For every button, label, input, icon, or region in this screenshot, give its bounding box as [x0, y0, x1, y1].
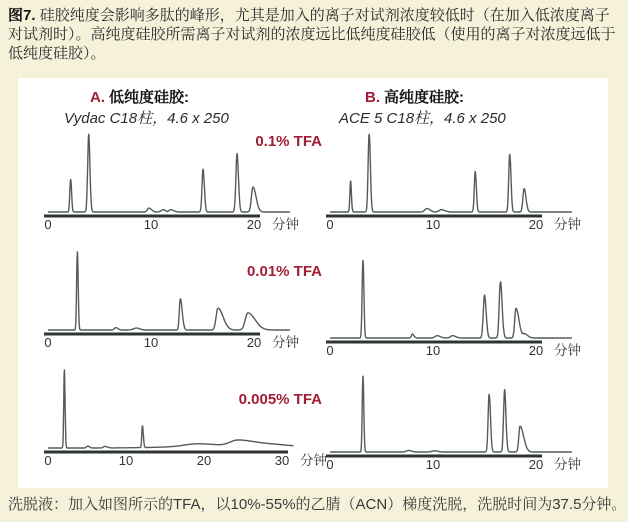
chromatogram-a-0.01-tfa	[38, 246, 330, 350]
chromatogram-trace	[48, 134, 290, 212]
axis-unit-label: 分钟	[554, 217, 581, 232]
axis-tick-label: 20	[246, 217, 262, 232]
chromatogram-b-0.1-tfa-plot	[320, 128, 612, 232]
chromatogram-a-0.005-tfa-plot	[38, 364, 330, 468]
axis-tick-label: 20	[528, 457, 544, 472]
axis-tick-label: 0	[326, 457, 334, 472]
axis-tick-label: 10	[143, 335, 159, 350]
chromatogram-trace	[330, 376, 572, 452]
chromatogram-trace	[330, 261, 572, 339]
column-a-title	[90, 86, 189, 107]
chromatogram-trace	[48, 370, 294, 448]
chromatogram-a-0.1-tfa	[38, 128, 330, 232]
axis-tick-label: 10	[143, 217, 159, 232]
figure-panel	[18, 78, 608, 488]
chromatogram-a-0.01-tfa-plot	[38, 246, 330, 350]
chromatogram-a-0.005-tfa	[38, 364, 330, 468]
axis-tick-label: 10	[425, 217, 441, 232]
axis-tick-label: 10	[425, 343, 441, 358]
axis-tick-label: 20	[246, 335, 262, 350]
axis-tick-label: 0	[326, 217, 334, 232]
axis-tick-label: 0	[44, 453, 52, 468]
figure-caption-text: 硅胶纯度会影响多肽的峰形，尤其是加入的离子对试剂浓度较低时（在加入低浓度离子对试剂时）。高纯度硅胶所需离子对试剂的浓度远比低纯度硅胶低（使用的离子对浓度远低于低纯度硅胶）。	[8, 7, 616, 62]
column-b-title-text: 高纯度硅胶:	[384, 89, 464, 106]
column-b-title	[365, 86, 464, 107]
figure-caption	[8, 6, 622, 63]
chromatogram-b-0.01-tfa	[320, 254, 612, 358]
column-a-title-text: 低纯度硅胶:	[109, 89, 189, 106]
axis-tick-label: 20	[196, 453, 212, 468]
column-b-subtitle: ACE 5 C18柱，4.6 x 250	[339, 110, 506, 127]
chromatogram-b-0.1-tfa	[320, 128, 612, 232]
column-b-letter: B.	[365, 89, 380, 106]
axis-tick-label: 0	[44, 335, 52, 350]
axis-tick-label: 0	[44, 217, 52, 232]
column-a-letter: A.	[90, 89, 105, 106]
column-a-subtitle: Vydac C18柱，4.6 x 250	[64, 110, 229, 127]
eluent-note: 洗脱液：加入如图所示的TFA，以10%-55%的乙腈（ACN）梯度洗脱，洗脱时间为37.5分钟。	[8, 496, 627, 513]
chromatogram-trace	[48, 252, 290, 330]
axis-tick-label: 0	[326, 343, 334, 358]
figure-number: 图7.	[8, 7, 36, 24]
chromatogram-a-0.1-tfa-plot	[38, 128, 330, 232]
axis-tick-label: 20	[528, 217, 544, 232]
axis-tick-label: 10	[425, 457, 441, 472]
axis-tick-label: 30	[274, 453, 290, 468]
axis-unit-label: 分钟	[272, 217, 299, 232]
axis-unit-label: 分钟	[554, 457, 581, 472]
axis-tick-label: 10	[118, 453, 134, 468]
tfa-concentration-label-row2: 0.01% TFA	[246, 263, 322, 280]
chromatogram-b-0.005-tfa-plot	[320, 368, 612, 472]
axis-unit-label: 分钟	[554, 343, 581, 358]
axis-tick-label: 20	[528, 343, 544, 358]
tfa-concentration-label-row1: 0.1% TFA	[255, 133, 322, 150]
axis-unit-label: 分钟	[272, 335, 299, 350]
chromatogram-trace	[330, 134, 572, 212]
tfa-concentration-label-row3: 0.005% TFA	[238, 391, 322, 408]
axis-unit-label: 分钟	[300, 453, 327, 468]
chromatogram-b-0.01-tfa-plot	[320, 254, 612, 358]
chromatogram-b-0.005-tfa	[320, 368, 612, 472]
